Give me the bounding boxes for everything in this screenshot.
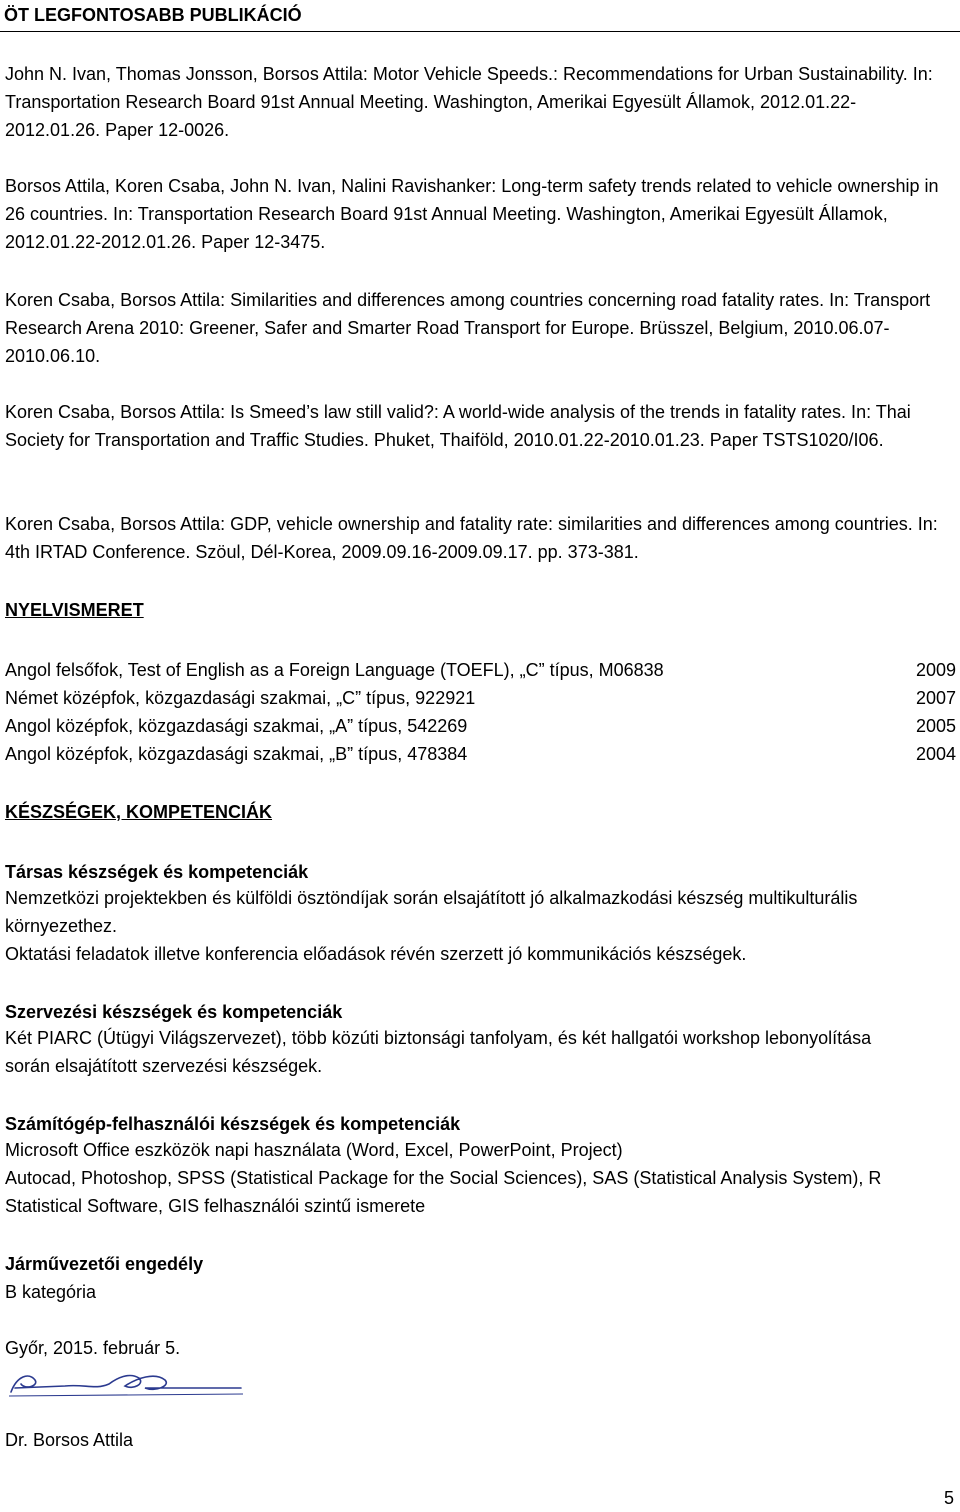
computer-skills-text: Microsoft Office eszközök napi használata (Word, Excel, PowerPoint, Project) [5, 1140, 623, 1160]
signatory-name: Dr. Borsos Attila [5, 1430, 134, 1450]
computer-skills-text: Autocad, Photoshop, SPSS (Statistical Package for the Social Sciences), SAS (Statistical Analysis System), R Statistical Software, GIS felhasználói szintű ismerete [5, 1168, 882, 1216]
language-row [5, 684, 956, 712]
language-year: 2009 [915, 660, 956, 680]
organizational-skills-text: Két PIARC (Útügyi Világszervezet), több közúti biztonsági tanfolyam, és két hallgatói workshop lebonyolítása során elsajátított szervezési készségek. [5, 1028, 872, 1076]
language-description: Angol középfok, közgazdasági szakmai, „B” típus, 478384 [5, 744, 468, 764]
social-skills-text: Nemzetközi projektekben és külföldi ösztöndíjak során elsajátított jó alkalmazkodási készség multikulturális környezethez. [5, 888, 858, 936]
subsection-title-license: Járművezetői engedély [5, 1254, 204, 1274]
subsection-title-organizational: Szervezési készségek és kompetenciák [5, 1002, 343, 1022]
page-number: 5 [943, 1488, 954, 1508]
publication-item: Koren Csaba, Borsos Attila: Is Smeed’s law still valid?: A world-wide analysis of the trends in fatality rates. In: Thai Society for Transportation and Traffic Studies. Phuket, Thaiföld, 2010.01.22-2010.01.23. Paper TSTS1020/I06. [5, 402, 911, 450]
language-year: 2005 [915, 716, 956, 736]
social-skills-text: Oktatási feladatok illetve konferencia előadások révén szerzett jó kommunikációs készségek. [5, 944, 747, 964]
publication-item: Koren Csaba, Borsos Attila: Similarities and differences among countries concerning road fatality rates. In: Transport Research Arena 2010: Greener, Safer and Smarter Road Transport for Europe. Brüsszel, Belgium, 2010.06.07-2010.06.10. [5, 290, 931, 366]
language-row [5, 740, 956, 768]
signature-image [5, 1366, 245, 1400]
language-row [5, 656, 956, 684]
language-description: Német középfok, közgazdasági szakmai, „C” típus, 922921 [5, 688, 476, 708]
place-date: Győr, 2015. február 5. [5, 1338, 181, 1358]
language-description: Angol középfok, közgazdasági szakmai, „A” típus, 542269 [5, 716, 468, 736]
publication-item: Koren Csaba, Borsos Attila: GDP, vehicle ownership and fatality rate: similarities and differences among countries. In: 4th IRTAD Conference. Szöul, Dél-Korea, 2009.09.16-2009.09.17. pp. 373-381. [5, 514, 938, 562]
publication-item: John N. Ivan, Thomas Jonsson, Borsos Attila: Motor Vehicle Speeds.: Recommendations for Urban Sustainability. In: Transportation Research Board 91st Annual Meeting. Washington, Amerikai Egyesült Államok, 2012.01.22-2012.01.26. Paper 12-0026. [5, 64, 933, 140]
subsection-title-social: Társas készségek és kompetenciák [5, 862, 309, 882]
language-year: 2004 [915, 744, 956, 764]
publication-item: Borsos Attila, Koren Csaba, John N. Ivan, Nalini Ravishanker: Long-term safety trends related to vehicle ownership in 26 countries. In: Transportation Research Board 91st Annual Meeting. Washington, Amerikai Egyesült Államok, 2012.01.22-2012.01.26. Paper 12-3475. [5, 176, 939, 252]
language-description: Angol felsőfok, Test of English as a Foreign Language (TOEFL), „C” típus, M06838 [5, 660, 664, 680]
subsection-title-computer: Számítógép-felhasználói készségek és kompetenciák [5, 1114, 461, 1134]
section-header-box [0, 0, 960, 32]
license-text: B kategória [5, 1282, 97, 1302]
language-year: 2007 [915, 688, 956, 708]
section-title-skills: KÉSZSÉGEK, KOMPETENCIÁK [5, 802, 273, 822]
language-row [5, 712, 956, 740]
section-title-languages: NYELVISMERET [5, 600, 144, 620]
section-title-publications: ÖT LEGFONTOSABB PUBLIKÁCIÓ [4, 5, 302, 25]
